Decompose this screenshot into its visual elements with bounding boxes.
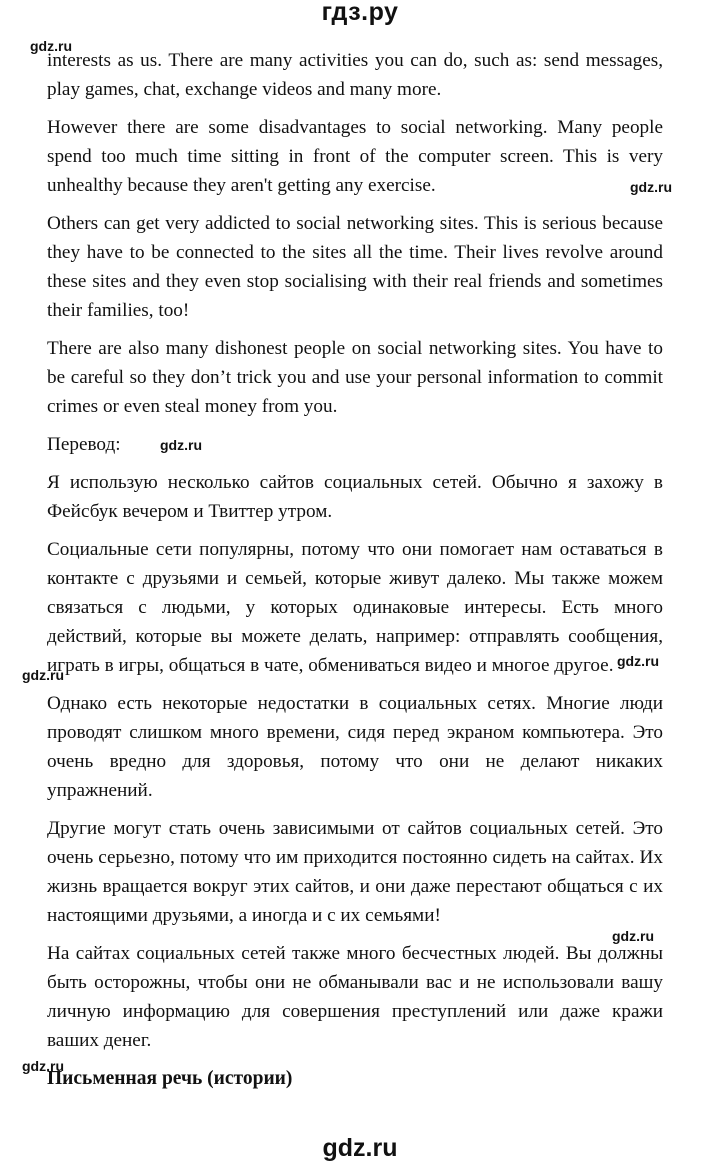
english-paragraph: There are also many dishonest people on social networking sites. You have to be careful so they don’t trick you and use your personal information to commit crimes or even steal money from you. [47, 338, 663, 417]
site-header-title: гдз.ру [321, 0, 399, 26]
watermark: gdz.ru [630, 179, 672, 195]
watermark: gdz.ru [612, 928, 654, 944]
watermark: gdz.ru [30, 38, 72, 54]
watermark: gdz.ru [22, 667, 64, 683]
translation-label: Перевод: [47, 434, 121, 455]
english-paragraph: interests as us. There are many activities you can do, such as: send messages, play games, chat, exchange videos and many more. [47, 50, 663, 100]
english-paragraph: Others can get very addicted to social networking sites. This is serious because they have to be connected to the sites all the time. Their lives revolve around these sites and they even stop socialising with their real friends and sometimes their families, too! [47, 213, 663, 321]
russian-paragraph: На сайтах социальных сетей также много бесчестных людей. Вы должны быть осторожны, чтобы они не обманывали вас и не использовали вашу личную информацию для совершения преступлений или даже кражи ваших денег. [47, 943, 663, 1051]
section-heading: Письменная речь (истории) [47, 1068, 293, 1089]
watermark: gdz.ru [22, 1058, 64, 1074]
russian-paragraph: Я использую несколько сайтов социальных сетей. Обычно я захожу в Фейсбук вечером и Твиттер утром. [47, 472, 663, 522]
russian-paragraph: Однако есть некоторые недостатки в социальных сетях. Многие люди проводят слишком много времени, сидя перед экраном компьютера. Это очень вредно для здоровья, потому что они не делают никаких упражнений. [47, 693, 663, 801]
russian-paragraph: Другие могут стать очень зависимыми от сайтов социальных сетей. Это очень серьезно, потому что им приходится постоянно сидеть на сайтах. Их жизнь вращается вокруг этих сайтов, и они даже перестают общаться с их настоящими друзьями, а иногда и с их семьями! [47, 818, 663, 926]
watermark: gdz.ru [617, 653, 659, 669]
document-body [47, 46, 663, 1093]
watermark: gdz.ru [160, 437, 202, 453]
russian-paragraph: Социальные сети популярны, потому что они помогает нам оставаться в контакте с друзьями и семьей, которые живут далеко. Мы также можем связаться с людьми, у которых одинаковые интересы. Есть много действий, которые вы можете делать, например: отправлять сообщения, играть в игры, общаться в чате, обмениваться видео и многое другое. [47, 539, 663, 676]
site-footer-title: gdz.ru [322, 1134, 398, 1162]
english-paragraph: However there are some disadvantages to social networking. Many people spend too much time sitting in front of the computer screen. This is very unhealthy because they aren't getting any exercise. [47, 117, 663, 196]
